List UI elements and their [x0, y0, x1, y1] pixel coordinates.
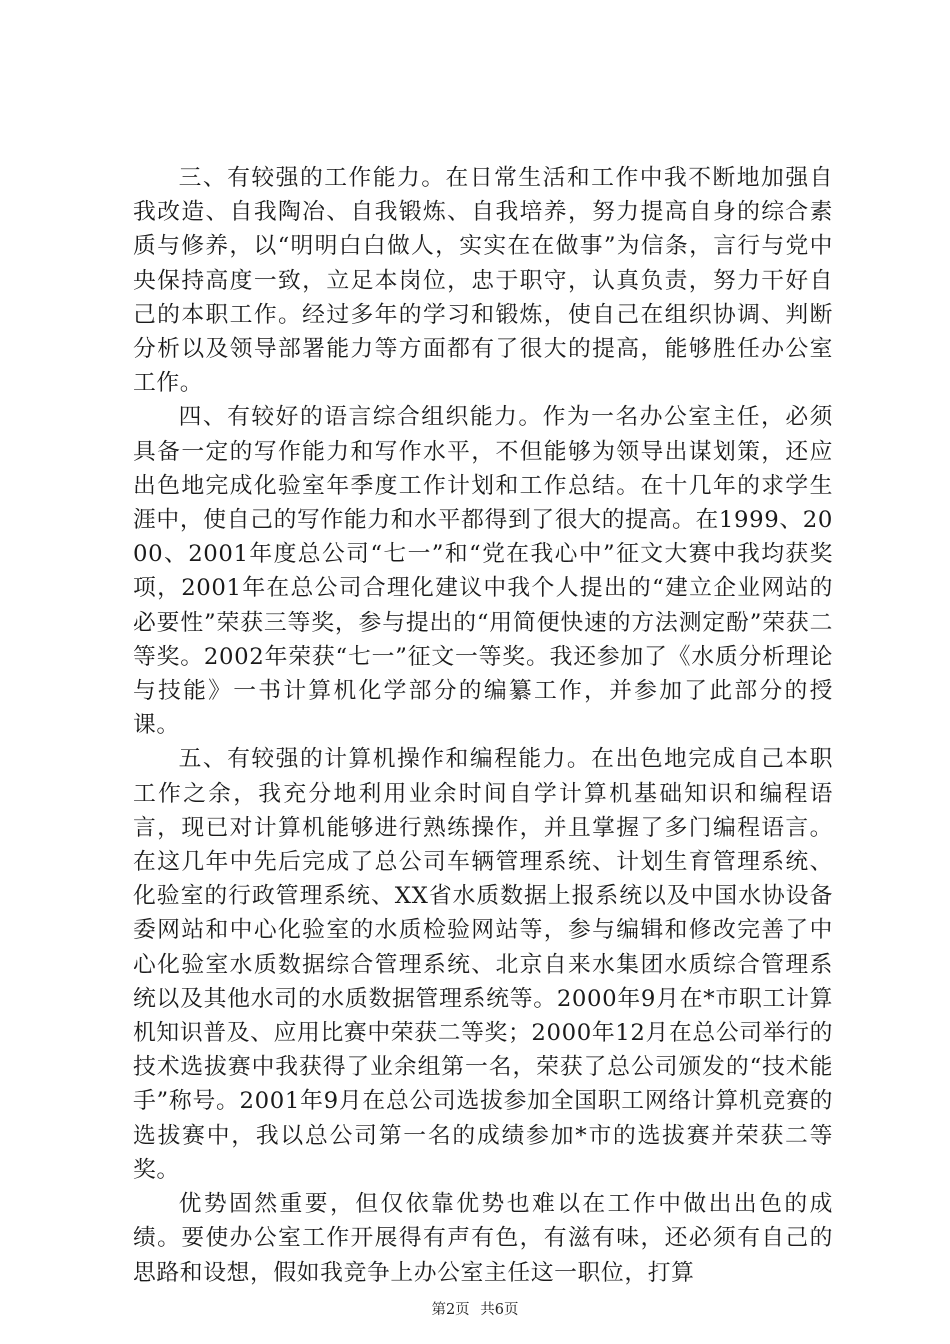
paragraph-computer-ability: 五、有较强的计算机操作和编程能力。在出色地完成自己本职工作之余，我充分地利用业余时间自学计算机基础知识和编程语言，现已对计算机能够进行熟练操作，并且掌握了多门编程语言。在这几年中先后完成了总公司车辆管理系统、计划生育管理系统、化验室的行政管理系统、XX省水质数据上报系统以及中国水协设备委网站和中心化验室的水质检验网站等，参与编辑和修改完善了中心化验室水质数据综合管理系统、北京自来水集团水质综合管理系统以及其他水司的水质数据管理系统等。2000年9月在*市职工计算机知识普及、应用比赛中荣获二等奖；2000年12月在总公司举行的技术选拔赛中我获得了业余组第一名，荣获了总公司颁发的“技术能手”称号。2001年9月在总公司选拔参加全国职工网络计算机竞赛的选拔赛中，我以总公司第一名的成绩参加*市的选拔赛并荣获二等奖。	[133, 746, 833, 1183]
paragraph-plans: 优势固然重要，但仅依靠优势也难以在工作中做出出色的成绩。要使办公室工作开展得有声有色，有滋有味，还必须有自己的思路和设想，假如我竞争上办公室主任这一职位，打算	[133, 1191, 833, 1286]
document-body	[133, 161, 833, 1290]
paragraph-work-ability: 三、有较强的工作能力。在日常生活和工作中我不断地加强自我改造、自我陶冶、自我锻炼、自我培养，努力提高自身的综合素质与修养，以“明明白白做人，实实在在做事”为信条，言行与党中央保持高度一致，立足本岗位，忠于职守，认真负责，努力干好自己的本职工作。经过多年的学习和锻炼，使自己在组织协调、判断分析以及领导部署能力等方面都有了很大的提高，能够胜任办公室工作。	[133, 165, 833, 397]
page-number: 第2页	[431, 1302, 470, 1318]
page-total: 共6页	[480, 1302, 519, 1318]
paragraph-writing-ability: 四、有较好的语言综合组织能力。作为一名办公室主任，必须具备一定的写作能力和写作水平，不但能够为领导出谋划策，还应出色地完成化验室年季度工作计划和工作总结。在十几年的求学生涯中，使自己的写作能力和水平都得到了很大的提高。在1999、2000、2001年度总公司“七一”和“党在我心中”征文大赛中我均获奖项，2001年在总公司合理化建议中我个人提出的“建立企业网站的必要性”荣获三等奖，参与提出的“用简便快速的方法测定酚”荣获二等奖。2002年荣获“七一”征文一等奖。我还参加了《水质分析理论与技能》一书计算机化学部分的编纂工作，并参加了此部分的授课。	[133, 404, 833, 739]
page-footer	[0, 1300, 950, 1320]
